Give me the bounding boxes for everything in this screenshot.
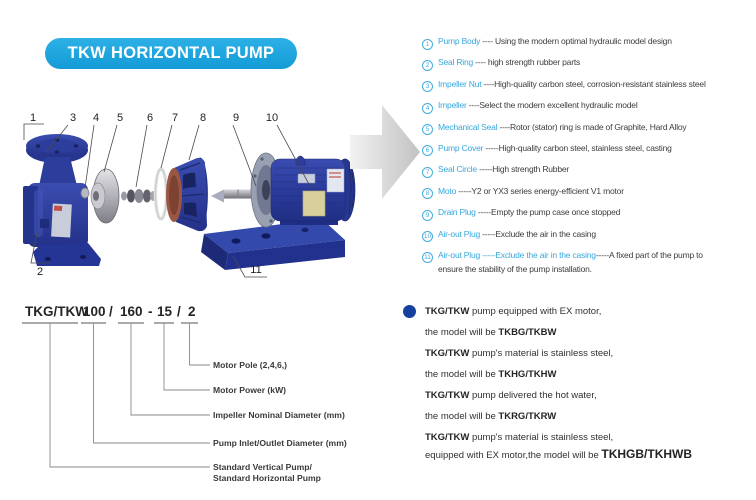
base-plate-shape	[201, 219, 345, 270]
page-title: TKW HORIZONTAL PUMP	[67, 44, 275, 62]
callout-8: 8	[199, 112, 207, 124]
variant-prefix: equipped with EX motor,the model will be	[425, 450, 602, 461]
variant-model-code: TKHGB/TKHWB	[601, 447, 693, 461]
part-desc: ----Select the modern excellent hydraulic model	[466, 100, 638, 111]
part-name: Impeller Nut	[438, 78, 482, 89]
part-item-10	[422, 224, 756, 245]
brand-code: TKG/TKW	[425, 348, 470, 359]
variant-prefix: the model will be	[425, 411, 499, 422]
circled-number: 9	[422, 210, 433, 221]
circled-number: 1	[422, 39, 433, 50]
label-impeller-diameter: Impeller Nominal Diameter (mm)	[213, 410, 345, 420]
bullet-icon	[403, 305, 416, 318]
variant-model-code: TKBG/TKBW	[498, 327, 557, 338]
callout-5: 5	[116, 112, 124, 124]
part-item-6	[422, 138, 756, 159]
part-desc: ---- Using the modern optimal hydraulic model design	[480, 36, 672, 46]
circled-number: 5	[422, 124, 433, 135]
variant-stainless	[425, 343, 756, 385]
part-name: Seal Ring	[438, 57, 474, 68]
brand-code: TKG/TKW	[425, 306, 470, 317]
part-desc-line2: ensure the stability of the pump installation.	[438, 264, 592, 275]
part-desc: ---- high strength rubber parts	[473, 57, 581, 68]
mechanical-seal-shape	[121, 189, 156, 203]
part-desc: ----High-quality carbon steel, corrosion-resistant stainless steel	[481, 78, 706, 89]
variant-model-code: TKHG/TKHW	[498, 369, 557, 380]
callout-4: 4	[92, 112, 100, 124]
part-name: Pump Cover	[438, 142, 484, 153]
arrow-right-icon	[346, 95, 426, 205]
code-power: 15	[157, 304, 173, 319]
part-name: Impeller	[438, 100, 467, 111]
model-variants	[398, 301, 756, 463]
label-standard-1: Standard Vertical Pump/	[213, 462, 312, 472]
part-desc: -----Empty the pump case once stopped	[475, 207, 621, 218]
part-name: Air-out Plug	[438, 228, 481, 239]
variant-prefix: the model will be	[425, 369, 499, 380]
part-name: Moto	[438, 185, 457, 196]
variant-text	[425, 301, 756, 463]
part-desc: -----Y2 or YX3 series energy-efficient V1 motor	[456, 185, 624, 196]
code-impeller: 160	[120, 304, 143, 319]
code-labels	[213, 360, 347, 483]
callout-7: 7	[171, 112, 179, 124]
title-banner	[45, 38, 297, 69]
part-name: Pump Body	[438, 36, 481, 46]
code-inlet: 100	[83, 304, 106, 319]
model-code-segments	[25, 304, 196, 319]
circled-number: 11	[422, 252, 433, 263]
motor-shape	[271, 156, 355, 225]
code-connectors	[50, 323, 210, 467]
variant-hot-water	[425, 385, 756, 427]
callout-9: 9	[232, 112, 240, 124]
pump-cover-shape	[166, 158, 208, 231]
variant-condition: pump's material is stainless steel,	[469, 348, 614, 359]
label-standard-2: Standard Horizontal Pump	[213, 473, 321, 483]
variant-condition: pump delivered the hot water,	[469, 390, 597, 401]
circled-number: 4	[422, 103, 433, 114]
variant-stainless-ex	[425, 427, 756, 463]
model-code-breakdown	[0, 293, 420, 500]
circled-number: 10	[423, 233, 432, 241]
variant-condition: pump equipped with EX motor,	[469, 306, 602, 317]
part-item-5	[422, 117, 756, 138]
callout-6: 6	[146, 112, 154, 124]
part-desc: -----A fixed part of the pump to	[595, 249, 703, 260]
variant-condition: pump's material is stainless steel,	[469, 432, 614, 443]
brand-code: TKG/TKW	[425, 432, 470, 443]
impeller-shape	[91, 169, 119, 223]
code-slash-2: /	[177, 304, 181, 319]
part-item-3	[422, 74, 756, 95]
part-desc: -----Exclude the air in the casing	[480, 228, 596, 239]
variant-model-code: TKRG/TKRW	[498, 411, 557, 422]
label-motor-pole: Motor Pole (2,4,6,)	[213, 360, 288, 370]
part-name: Mechanical Seal	[438, 121, 498, 132]
label-motor-power: Motor Power (kW)	[213, 385, 287, 395]
impeller-nut-shape	[81, 188, 89, 198]
callout-11: 11	[250, 264, 262, 276]
code-dash: -	[148, 304, 153, 319]
parts-list	[422, 31, 756, 276]
part-name: Air-out Plug -----Exclude the air in the casing	[438, 249, 596, 260]
part-name: Seal Circle	[438, 164, 477, 175]
circled-number: 8	[422, 188, 433, 199]
part-item-9	[422, 202, 756, 223]
circled-number: 3	[422, 81, 433, 92]
callout-3: 3	[69, 112, 77, 124]
seal-circle-shape	[156, 169, 167, 219]
part-desc: -----High-quality carbon steel, stainless steel, casting	[483, 142, 672, 153]
code-slash-1: /	[109, 304, 113, 319]
circled-number: 6	[422, 145, 433, 156]
code-series: TKG/TKW	[25, 304, 88, 319]
code-pole: 2	[188, 304, 196, 319]
part-desc: ----Rotor (stator) ring is made of Graphite, Hard Alloy	[497, 121, 687, 132]
part-name: Drain Plug	[438, 207, 476, 218]
part-item-11	[422, 245, 756, 276]
callout-10: 10	[265, 112, 279, 124]
circled-number: 7	[422, 167, 433, 178]
part-item-2	[422, 52, 756, 73]
brand-code: TKG/TKW	[425, 390, 470, 401]
part-item-1	[422, 31, 756, 52]
part-desc: -----High strength Rubber	[476, 164, 570, 175]
label-inlet-outlet: Pump Inlet/Outlet Diameter (mm)	[213, 438, 347, 448]
circled-number: 2	[422, 60, 433, 71]
part-item-4	[422, 95, 756, 116]
callout-1: 1	[29, 112, 37, 124]
callout-2: 2	[36, 266, 44, 278]
part-item-8	[422, 181, 756, 202]
variant-prefix: the model will be	[425, 327, 499, 338]
variant-ex-motor	[425, 301, 756, 343]
part-item-7	[422, 159, 756, 180]
